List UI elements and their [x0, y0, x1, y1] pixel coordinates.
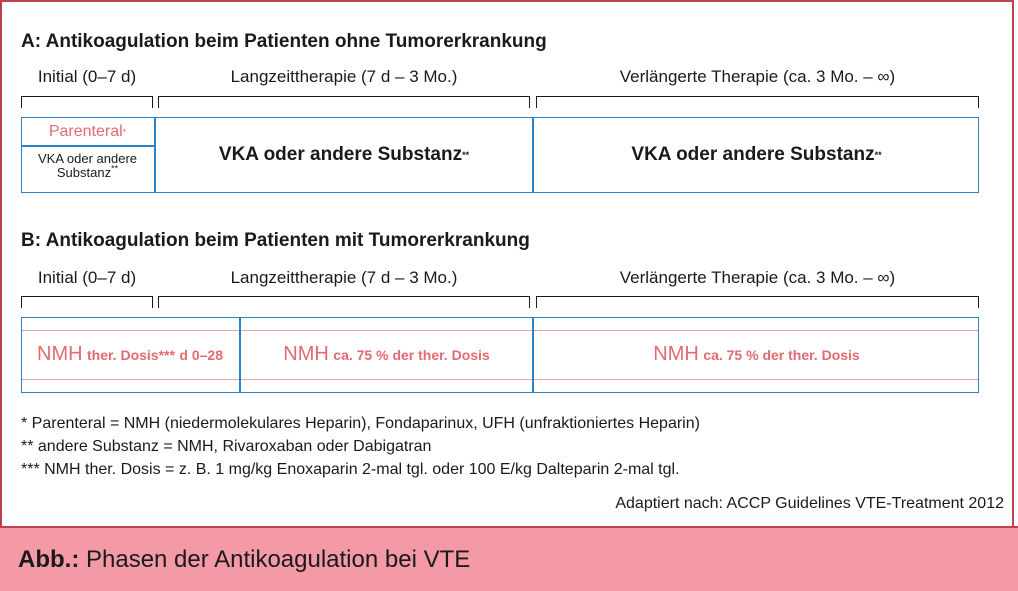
vka-initial-line2: Substanz — [56, 165, 112, 180]
nmh-extended-cell — [534, 330, 979, 379]
section-a-title: A: Antikoagulation beim Patienten ohne Tumorerkrankung — [21, 31, 547, 52]
section-a-phase-extended: Verlängerte Therapie (ca. 3 Mo. – ∞) — [619, 67, 896, 86]
vka-initial-line1: VKA oder andere — [37, 151, 138, 166]
vka-extended-label: VKA oder andere Substanz — [631, 144, 875, 165]
nmh-long-cell — [241, 330, 532, 379]
nmh-long-detail: ca. 75 % der ther. Dosis — [333, 346, 490, 363]
caption — [18, 546, 470, 574]
section-b-phase-long: Langzeittherapie (7 d – 3 Mo.) — [230, 268, 458, 287]
section-a-bracket-long — [158, 96, 530, 108]
nmh-initial-cell: NMH ther. Dosis *** d 0–28 — [37, 343, 223, 365]
footnote-1: * Parenteral = NMH (niedermolekulares Heparin), Fondaparinux, UFH (unfraktioniertes Heparin) — [21, 415, 700, 432]
parenteral-label: Parenteral — [48, 122, 123, 140]
nmh-extended-label: NMH — [653, 343, 699, 365]
caption-label: Abb.: — [18, 545, 80, 573]
footnote-2: ** andere Substanz = NMH, Rivaroxaban oder Dabigatran — [21, 438, 432, 455]
source-note: Adaptiert nach: ACCP Guidelines VTE-Treatment 2012 — [615, 495, 1004, 512]
section-b-bracket-long — [158, 296, 530, 308]
caption-bar — [0, 526, 1018, 591]
vka-long-label: VKA oder andere Substanz — [218, 144, 463, 165]
vka-long-cell: VKA oder andere Substanz ** — [218, 144, 470, 165]
vka-initial-mark: ** — [111, 163, 119, 174]
section-a-bracket-initial — [21, 96, 153, 108]
nmh-initial-suffix: d 0–28 — [179, 346, 223, 363]
parenteral-cell: Parenteral * — [48, 122, 127, 140]
section-b-title: B: Antikoagulation beim Patienten mit Tumorerkrankung — [21, 230, 530, 251]
section-a-phase-long: Langzeittherapie (7 d – 3 Mo.) — [230, 67, 458, 86]
nmh-initial-label: NMH — [37, 343, 83, 365]
caption-text: Phasen der Antikoagulation bei VTE — [85, 545, 471, 573]
section-a-phase-initial: Initial (0–7 d) — [37, 67, 137, 86]
vka-initial-cell — [21, 152, 154, 180]
section-b-phase-extended: Verlängerte Therapie (ca. 3 Mo. – ∞) — [619, 268, 896, 287]
section-a-initial-split — [21, 145, 155, 147]
section-b-bracket-initial — [21, 296, 153, 308]
footnote-3: *** NMH ther. Dosis = z. B. 1 mg/kg Enoxaparin 2-mal tgl. oder 100 E/kg Dalteparin 2-mal tgl. — [21, 461, 680, 478]
nmh-extended-detail: ca. 75 % der ther. Dosis — [703, 346, 860, 363]
section-b-bracket-extended — [536, 296, 979, 308]
nmh-long-label: NMH — [283, 343, 329, 365]
vka-extended-cell: VKA oder andere Substanz ** — [631, 144, 882, 165]
nmh-initial-detail: ther. Dosis — [87, 346, 159, 363]
section-b-phase-initial: Initial (0–7 d) — [37, 268, 137, 287]
section-a-bracket-extended — [536, 96, 979, 108]
section-b-pink-bottom — [22, 379, 978, 380]
